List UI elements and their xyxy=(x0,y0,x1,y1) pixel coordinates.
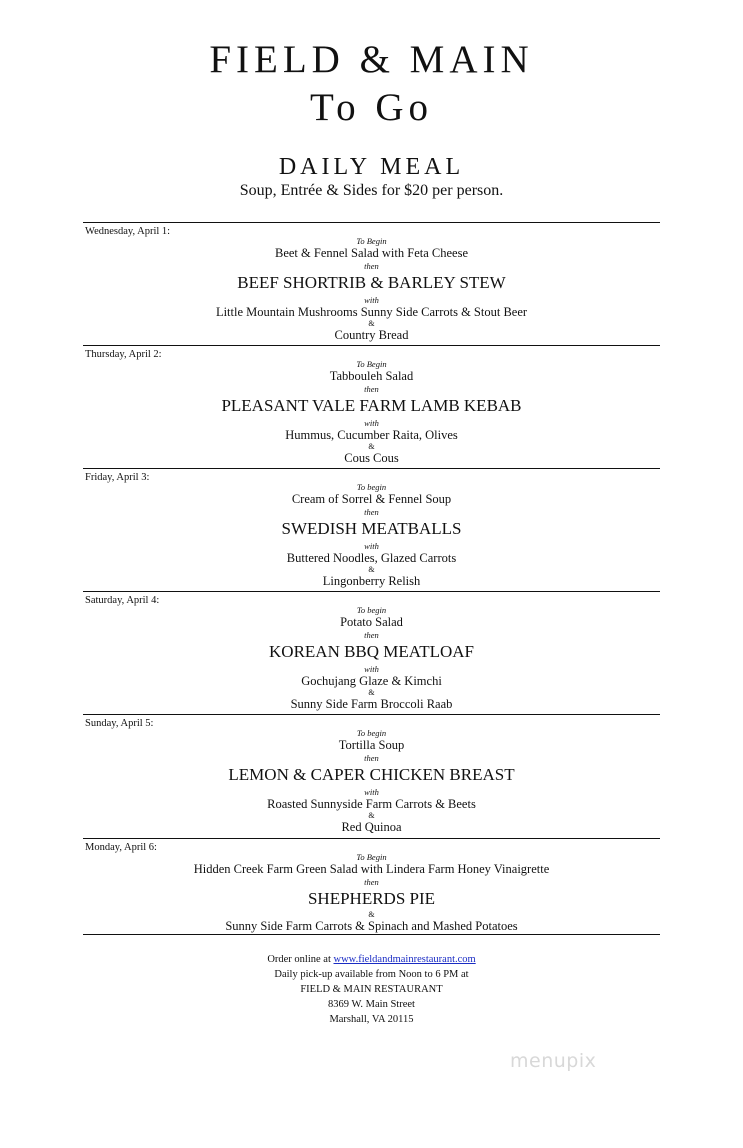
day-label: Friday, April 3: xyxy=(85,472,150,483)
then-label: then xyxy=(364,753,379,763)
starter-item: Tortilla Soup xyxy=(338,738,405,752)
page-subtitle: Soup, Entrée & Sides for $20 per person. xyxy=(239,182,504,199)
ampersand-label: & xyxy=(368,442,375,451)
with-label: with xyxy=(364,664,379,674)
pickup-hours: Daily pick-up available from Noon to 6 PM at xyxy=(274,969,469,980)
entree-item: KOREAN BBQ MEATLOAF xyxy=(269,642,474,661)
brand-subtitle: To Go xyxy=(309,86,433,129)
day-section-friday xyxy=(83,468,660,591)
starter-item: Potato Salad xyxy=(340,615,403,629)
entree-item: LEMON & CAPER CHICKEN BREAST xyxy=(228,765,515,784)
entree-item: PLEASANT VALE FARM LAMB KEBAB xyxy=(221,396,522,415)
extra-item: Cous Cous xyxy=(344,451,399,465)
order-prefix: Order online at xyxy=(267,954,331,965)
entree-item: BEEF SHORTRIB & BARLEY STEW xyxy=(237,273,506,292)
day-section-thursday xyxy=(83,345,660,468)
ampersand-label: & xyxy=(368,319,375,328)
entree-item: SWEDISH MEATBALLS xyxy=(281,519,462,538)
sides-item: Hummus, Cucumber Raita, Olives xyxy=(285,428,458,442)
order-info xyxy=(0,952,743,1027)
day-section-saturday xyxy=(83,591,660,714)
page-title: DAILY MEAL xyxy=(278,154,465,180)
day-section-wednesday xyxy=(83,222,660,345)
order-line xyxy=(0,952,743,967)
with-label: with xyxy=(364,418,379,428)
day-label: Sunday, April 5: xyxy=(85,718,154,729)
ampersand-label: & xyxy=(368,565,375,574)
with-label: with xyxy=(364,541,379,551)
to-begin-label: To begin xyxy=(356,605,387,615)
day-label: Thursday, April 2: xyxy=(85,349,162,360)
starter-item: Tabbouleh Salad xyxy=(329,369,414,383)
extra-item: Country Bread xyxy=(334,328,409,342)
to-begin-label: To Begin xyxy=(356,236,387,246)
menu-divider xyxy=(83,934,660,935)
then-label: then xyxy=(364,630,379,640)
then-label: then xyxy=(364,507,379,517)
day-label: Monday, April 6: xyxy=(85,842,157,853)
then-label: then xyxy=(364,877,379,887)
extra-item: Sunny Side Farm Carrots & Spinach and Mashed Potatoes xyxy=(225,919,518,933)
daily-menu xyxy=(83,222,660,935)
to-begin-label: To Begin xyxy=(356,359,387,369)
city-address: Marshall, VA 20115 xyxy=(329,1014,414,1025)
ampersand-label: & xyxy=(368,688,375,697)
restaurant-name: FIELD & MAIN RESTAURANT xyxy=(300,984,443,995)
brand-name: FIELD & MAIN xyxy=(209,38,534,81)
day-section-sunday xyxy=(83,714,660,838)
website-link[interactable]: www.fieldandmainrestaurant.com xyxy=(333,954,476,965)
day-label: Wednesday, April 1: xyxy=(85,226,171,237)
with-label: with xyxy=(364,787,379,797)
sides-item: Little Mountain Mushrooms Sunny Side Carrots & Stout Beer xyxy=(215,305,528,319)
starter-item: Hidden Creek Farm Green Salad with Lindera Farm Honey Vinaigrette xyxy=(193,862,550,876)
to-begin-label: To begin xyxy=(356,728,387,738)
extra-item: Red Quinoa xyxy=(341,820,402,834)
then-label: then xyxy=(364,261,379,271)
ampersand-label: & xyxy=(368,910,375,919)
extra-item: Sunny Side Farm Broccoli Raab xyxy=(290,697,453,711)
extra-item: Lingonberry Relish xyxy=(322,574,421,588)
day-section-monday xyxy=(83,838,660,934)
with-label: with xyxy=(364,295,379,305)
to-begin-label: To Begin xyxy=(356,852,387,862)
starter-item: Beet & Fennel Salad with Feta Cheese xyxy=(274,246,468,260)
sides-item: Buttered Noodles, Glazed Carrots xyxy=(286,551,457,565)
entree-item: SHEPHERDS PIE xyxy=(307,889,436,908)
watermark: menupix xyxy=(510,1050,597,1072)
street-address: 8369 W. Main Street xyxy=(328,999,415,1010)
starter-item: Cream of Sorrel & Fennel Soup xyxy=(291,492,452,506)
day-label: Saturday, April 4: xyxy=(85,595,160,606)
sides-item: Gochujang Glaze & Kimchi xyxy=(301,674,442,688)
then-label: then xyxy=(364,384,379,394)
ampersand-label: & xyxy=(368,811,375,820)
to-begin-label: To begin xyxy=(356,482,387,492)
sides-item: Roasted Sunnyside Farm Carrots & Beets xyxy=(267,797,476,811)
